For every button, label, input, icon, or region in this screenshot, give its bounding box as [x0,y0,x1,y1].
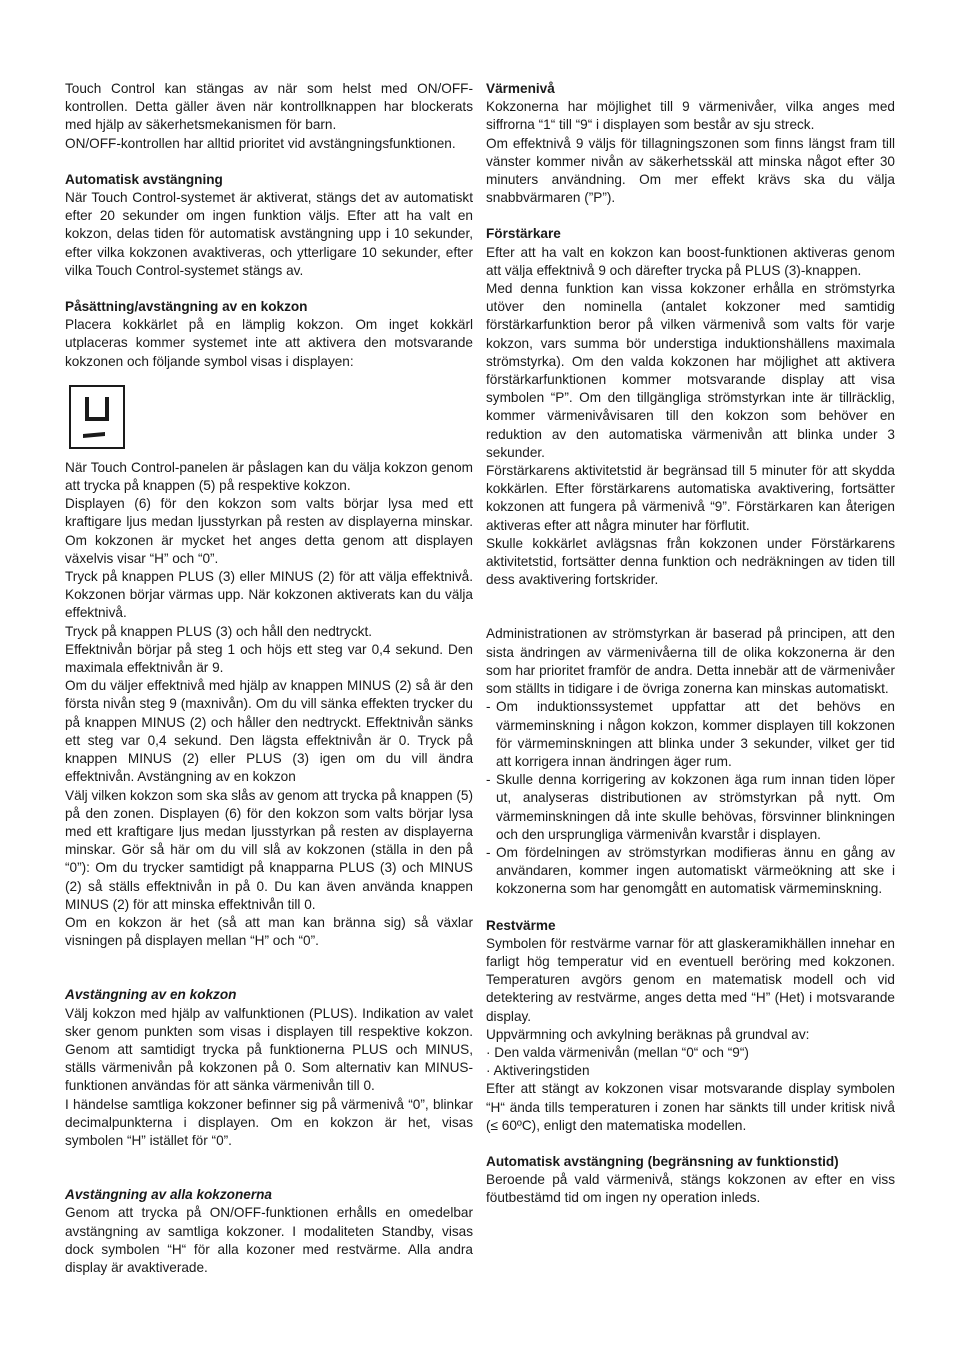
section-text: Efter att ha valt en kokzon kan boost-funktionen aktiveras genom att välja effektnivå 9 och därefter trycka på PLUS (3)-knappen. [486,244,895,278]
section-text: Genom att trycka på ON/OFF-funktionen erhålls en omedelbar avstängning av samtliga kokzoner. I modaliteten Standby, visas dock symbolen “H“ för alla kozoner med restvärme. Alla andra display är avaktiverade. [65,1205,473,1275]
list-item: - Om fördelningen av strömstyrkan modifieras ännu en gång av användaren, kommer ingen automatiskt värmeökning att ske i kokzonerna som har genomgått en automatisk värmeminskning. [486,844,895,897]
section-text: I händelse samtliga kokzoner befinner sig på värmenivå “0”, blinkar decimalpunkterna i displayen. Om en kokzon är het, visas symbolen “H” istället för “0”. [65,1096,473,1148]
section-text: Placera kokkärlet på en lämplig kokzon. Om inget kokkärl utplaceras kommer systemet inte att aktivera den motsvarande kokzonen och följande symbol visas i displayen: [65,317,473,369]
section-text: Välj vilken kokzon som ska slås av genom att trycka på knappen (5) på den zonen. Displayen (6) för den kokzon som valts börjar lysa med ett kraftigare ljus medan ljusstyrkan på resten av displayerna minskar. Gör så här om du vill slå av kokzonen (ställa in den på “0”): Om du trycker samtidigt på knapparna PLUS (3) och MINUS (2) så ställs effektnivån in på 0. Du kan även använda knappen MINUS (2) för att minska effektnivån till 0. [65,787,474,912]
right-column [486,80,895,1208]
section-heading: Automatisk avstängning [65,171,223,187]
pan-not-detected-display-icon [69,385,125,449]
section-heading: Förstärkare [486,226,561,242]
section-text: Välj kokzon med hjälp av valfunktionen (PLUS). Indikation av valet sker genom punkten som visas i displayen till respektive kokzon. Genom att samtidigt trycka på funktionerna PLUS och MINUS, ställs värmenivån på kokzonen på 0. Som alternativ kan MINUS-funktionen användas för att sänka värmenivån till 0. [65,1005,473,1094]
section-text: Beroende på vald värmenivå, stängs kokzonen av efter en viss föutbestämd tid om ingen ny operation inleds. [486,1172,895,1206]
left-column [65,80,473,1277]
section-text: Skulle kokkärlet avlägsnas från kokzonen under Förstärkarens aktivitetstid, fortsätter denna funktion och nedräkningen av tiden till dess avaktivering fortskrider. [486,535,895,588]
section-text: Tryck på knappen PLUS (3) och håll den nedtryckt. [65,623,373,639]
section-heading: Värmenivå [486,81,555,96]
list-item: · Den valda värmenivån (mellan “0“ och “9“) [486,1044,749,1060]
section-text: Uppvärmning och avkylning beräknas på grundval av: [486,1026,810,1042]
section-heading: Restvärme [486,917,556,933]
section-text: Administrationen av strömstyrkan är baserad på principen, att den sista ändringen av värmenivåerna till de olika kokzonerna är den som har prioritet framför de andra. Detta innebär att de värmenivåer som ställts in tidigare i de övriga zonerna kan minskas automatiskt. [486,626,895,697]
section-text: Symbolen för restvärme varnar för att glaskeramikhällen innehar en farligt hög temperatur vid en eventuell beröring med kokzonen. Temperaturen avgörs genom en matematisk modell och vid detektering av restvärme, anges detta med “H” (Het) i motsvarande display. [486,935,895,1024]
section-text: Efter att stängt av kokzonen visar motsvarande display symbolen “H“ ända tills temperaturen i zonen har sänkts till under kritisk nivå (≤ 60ºC), enligt den matematiska modellen. [486,1081,895,1133]
section-text: Displayen (6) för den kokzon som valts börjar lysa med ett kraftigare ljus medan ljusstyrkan på resten av displayerna minskar. Om kokzonen är mycket het anges detta genom att displayen växelvis visar “H” och “0”. [65,496,473,566]
section-text: Med denna funktion kan vissa kokzoner erhålla en strömstyrka utöver den nominella (antalet kokzoner med samtidig förstärkarfunktion beror på vilken värmenivå som valts för varje kokzon, vars summa bör understiga induktionshällens maximala strömstyrka). Om den valda kokzonen har möjlighet att aktivera förstärkarfunktionen kommer motsvarande display att visa symbolen “P”. Om den tillgängliga strömstyrkan inte är tillräcklig, kommer värmenivåvisaren till den kokzon som behöver en reduktion av den automatiska värmenivån att blinka under 3 sekunder. [486,281,895,460]
section-text: Om effektnivå 9 väljs för tillagningszonen som finns längst fram till vänster kommer nivån av säkerhetsskäl att minska något efter 30 minuters användning. Om mer effekt krävs ska du välja snabbvärmaren (”P”). [486,135,895,206]
section-heading: Avstängning av en kokzon [65,987,237,1003]
intro-paragraph: Touch Control kan stängas av när som helst med ON/OFF-kontrollen. Detta gäller även när kontrollknappen har blockerats med hjälp av säkerhetsmekanismen för barn. [65,81,473,133]
section-text: Om en kokzon är het (så att man kan bränna sig) så växlar visningen på displayen mellan “H” och “0”. [65,914,473,949]
section-text: När Touch Control-systemet är aktiverat, stängs det av automatiskt efter 20 sekunder om ingen funktion väljs. Efter att ha valt en kokzon, delas tiden för automatisk avstängning upp i 10 sekunder, efter vilka kokzonen avaktiveras, och ytterligare 10 sekunder, efter vilka Touch Control-systemet stängs av. [65,190,473,278]
section-heading: Avstängning av alla kokzonerna [65,1187,272,1203]
list-item: - Om induktionssystemet uppfattar att det behövs en värmeminskning i någon kokzon, kommer displayen till kokzonen för värmeminskningen att blinka under 3 sekunder, vilket ger tid att korrigera innan ändringen äger rum. [486,699,895,769]
section-text: Tryck på knappen PLUS (3) eller MINUS (2) för att välja effektnivå. Kokzonen börjar värmas upp. När kokzonen aktiverats kan du välja effektnivå. [65,569,473,621]
section-text: Förstärkarens aktivitetstid är begränsad till 5 minuter för att skydda kokkärlen. Efter förstärkarens automatiska avaktivering, fortsätter kokzonen att fungera på värmenivå “9”. Förstärkaren kan återigen aktiveras efter att några minuter har förflutit. [486,463,895,533]
section-text: Om du väljer effektnivå med hjälp av knappen MINUS (2) så är den första nivån steg 9 (maxnivån). Om du vill sänka effekten trycker du på knappen MINUS (2) och håller den nedtryckt. Effektnivån sänks ett steg var 0,4 sekund. Den lägsta effektnivån är 0. Tryck på knappen MINUS (2) eller PLUS (3) igen om du vill ändra effektnivån. Avstängning av en kokzon [65,678,473,785]
list-item: · Aktiveringstiden [486,1063,590,1079]
list-item: - Skulle denna korrigering av kokzonen äga rum innan tiden löper ut, analyseras distributionen av strömstyrkan på nytt. Om värmeminskningen då inte skulle behövas, försvinner blinkningen och den ursprungliga värmenivån kvarstår i displayen. [486,772,895,842]
intro-paragraph: ON/OFF-kontrollen har alltid prioritet vid avstängningsfunktionen. [65,135,456,151]
section-text: Kokzonerna har möjlighet till 9 värmenivåer, vilka anges med siffrorna “1“ till “9“ i displayen som består av sju streck. [486,99,895,133]
section-text: När Touch Control-panelen är påslagen kan du välja kokzon genom att trycka på knappen (5) på respektive kokzon. [65,459,473,494]
section-heading: Automatisk avstängning (begränsning av funktionstid) [486,1153,839,1169]
section-text: Effektnivån börjar på steg 1 och höjs ett steg var 0,4 sekund. Den maximala effektnivån är 9. [65,641,473,676]
section-heading: Påsättning/avstängning av en kokzon [65,299,308,315]
